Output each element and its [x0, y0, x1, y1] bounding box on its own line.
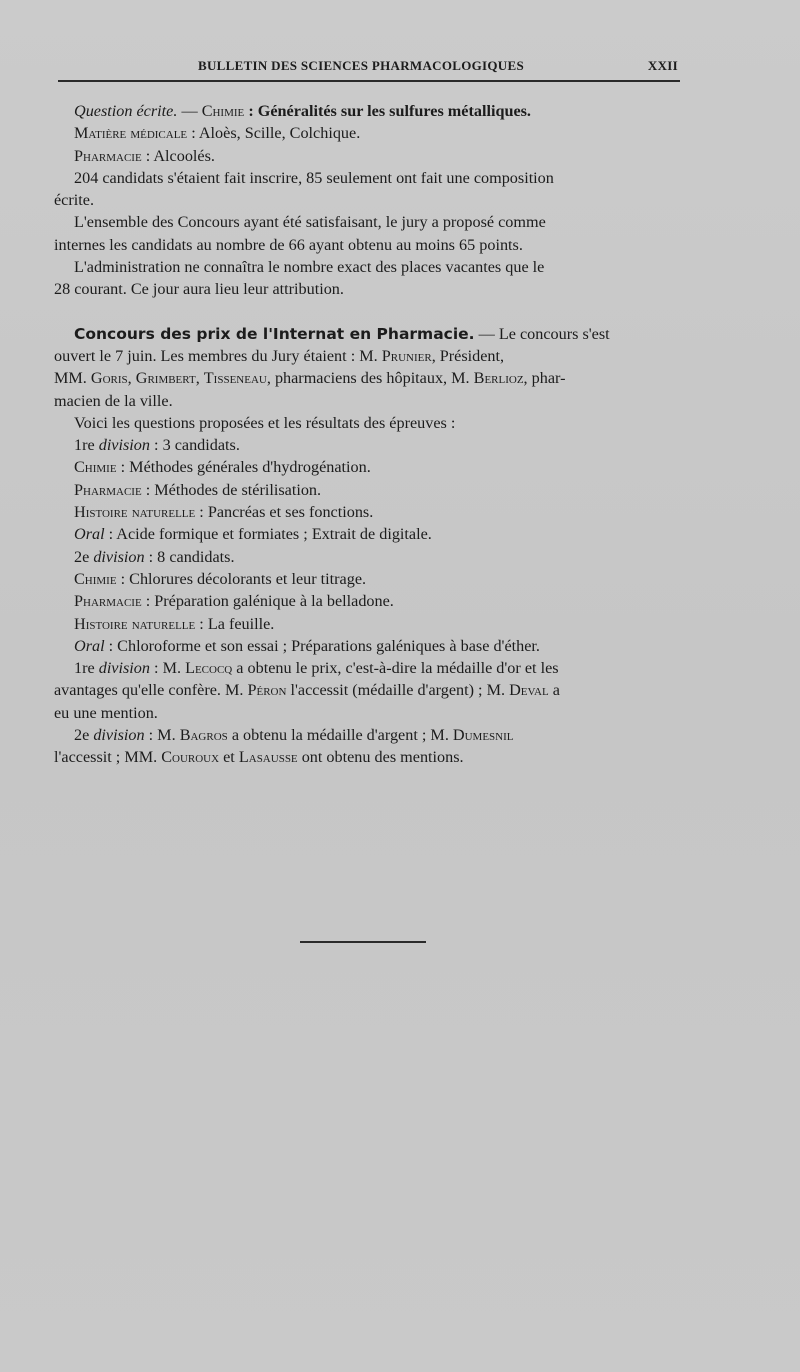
- text-run: : La feuille.: [195, 614, 275, 633]
- text-run: MM.: [54, 369, 91, 388]
- text-line: eu une mention.: [54, 703, 158, 722]
- text-run: 2e: [74, 726, 90, 745]
- text-run: Chimie: [74, 569, 117, 588]
- text-line: [54, 501, 680, 523]
- text-run: ont obtenu des mentions.: [297, 748, 464, 767]
- section-heading-line: [54, 323, 680, 345]
- text-line: [54, 523, 680, 545]
- text-run: ,: [195, 369, 204, 388]
- page-body: [54, 100, 680, 769]
- text-line: [54, 746, 680, 768]
- text-run: a: [548, 681, 560, 700]
- text-run: Grimbert: [135, 369, 196, 388]
- text-line: L'administration ne connaîtra le nombre exact des places vacantes que le: [74, 258, 545, 277]
- text-line: macien de la ville.: [54, 391, 173, 410]
- text-run: Matière médicale: [74, 124, 188, 143]
- journal-title: BULLETIN DES SCIENCES PHARMACOLOGIQUES: [198, 58, 524, 73]
- text-run: : Aloès, Scille, Colchique.: [187, 124, 361, 143]
- text-line: [54, 590, 680, 612]
- text-run: : 3 candidats.: [149, 436, 240, 455]
- text-run: a obtenu le prix, c'est-à-dire la médaille d'or et les: [232, 659, 559, 678]
- text-run: Berlioz: [473, 369, 524, 388]
- text-run: : Alcoolés.: [141, 146, 215, 165]
- text-line: [54, 657, 680, 679]
- text-run: ouvert le 7 juin. Les membres du Jury étaient : M.: [54, 346, 382, 365]
- text-run: l'accessit (médaille d'argent) ; M.: [286, 681, 510, 700]
- text-run: Tisseneau: [203, 369, 267, 388]
- text-run: Goris: [90, 369, 128, 388]
- text-run: Oral: [74, 636, 105, 655]
- text-run: division: [93, 726, 145, 745]
- text-line: [54, 568, 680, 590]
- text-line: [54, 345, 680, 367]
- text-run: Histoire naturelle: [74, 503, 196, 522]
- text-run: Pharmacie: [74, 146, 142, 165]
- text-run: Oral: [74, 525, 105, 544]
- text-run: avantages qu'elle confère. M.: [54, 681, 248, 700]
- text-line: internes les candidats au nombre de 66 ayant obtenu au moins 65 points.: [54, 235, 523, 254]
- text-run: : Préparation galénique à la belladone.: [141, 592, 394, 611]
- running-header: [58, 54, 680, 82]
- text-run: Pharmacie: [74, 480, 142, 499]
- text-run: division: [93, 547, 145, 566]
- text-run: : Généralités sur les sulfures métalliques.: [244, 102, 531, 120]
- section-divider: [300, 941, 426, 943]
- text-run: division: [98, 659, 150, 678]
- text-run: et: [219, 748, 239, 767]
- text-line: 204 candidats s'étaient fait inscrire, 85 seulement ont fait une composition: [74, 168, 554, 187]
- text-line: [54, 724, 680, 746]
- text-run: Dumesnil: [452, 726, 514, 745]
- text-run: : Chlorures décolorants et leur titrage.: [116, 569, 367, 588]
- text-run: : Méthodes générales d'hydrogénation.: [116, 458, 371, 477]
- text-run: Lecocq: [185, 659, 233, 678]
- text-run: Couroux: [161, 748, 220, 767]
- text-run: a obtenu la médaille d'argent ; M.: [227, 726, 453, 745]
- section-heading: Concours des prix de l'Internat en Pharmacie.: [74, 324, 475, 343]
- text-line: [54, 479, 680, 501]
- text-line: [54, 145, 680, 167]
- text-line: écrite.: [54, 191, 94, 210]
- text-run: : Chloroforme et son essai ; Préparations galéniques à base d'éther.: [104, 636, 540, 655]
- paragraph-gap: [54, 301, 680, 323]
- text-run: : 8 candidats.: [144, 547, 235, 566]
- text-line: [54, 367, 680, 389]
- text-run: : Pancréas et ses fonctions.: [195, 503, 374, 522]
- text-line: [54, 456, 680, 478]
- text-run: 1re: [74, 436, 95, 455]
- text-run: Bagros: [179, 726, 228, 745]
- text-run: , phar-: [523, 369, 566, 388]
- text-line: [54, 635, 680, 657]
- text-run: : Méthodes de stérilisation.: [141, 480, 322, 499]
- text-run: Péron: [247, 681, 287, 700]
- text-line: [54, 122, 680, 144]
- text-run: — Le concours s'est: [474, 324, 610, 343]
- text-line: 28 courant. Ce jour aura lieu leur attribution.: [54, 280, 344, 299]
- text-run: , Président,: [431, 346, 505, 365]
- text-line: [54, 100, 680, 122]
- text-run: Chimie: [74, 458, 117, 477]
- text-run: Lasausse: [238, 748, 298, 767]
- text-run: ,: [127, 369, 136, 388]
- text-run: —: [177, 102, 202, 120]
- text-run: Question écrite.: [74, 102, 178, 120]
- text-run: : M.: [144, 726, 180, 745]
- text-run: 2e: [74, 547, 90, 566]
- text-run: Histoire naturelle: [74, 614, 196, 633]
- text-line: [54, 434, 680, 456]
- text-line: [54, 679, 680, 701]
- text-run: division: [98, 436, 150, 455]
- text-run: : M.: [149, 659, 186, 678]
- page-number: XXII: [647, 58, 678, 73]
- text-line: L'ensemble des Concours ayant été satisfaisant, le jury a proposé comme: [74, 213, 546, 232]
- text-run: Prunier: [381, 346, 432, 365]
- text-run: 1re: [74, 659, 95, 678]
- text-run: , pharmaciens des hôpitaux, M.: [266, 369, 474, 388]
- text-run: Deval: [509, 681, 549, 700]
- text-line: [54, 546, 680, 568]
- text-run: : Acide formique et formiates ; Extrait de digitale.: [104, 525, 432, 544]
- text-run: l'accessit ; MM.: [54, 748, 162, 767]
- text-run: Pharmacie: [74, 592, 142, 611]
- text-line: Voici les questions proposées et les résultats des épreuves :: [74, 413, 456, 432]
- text-line: [54, 613, 680, 635]
- text-run: Chimie: [201, 102, 245, 120]
